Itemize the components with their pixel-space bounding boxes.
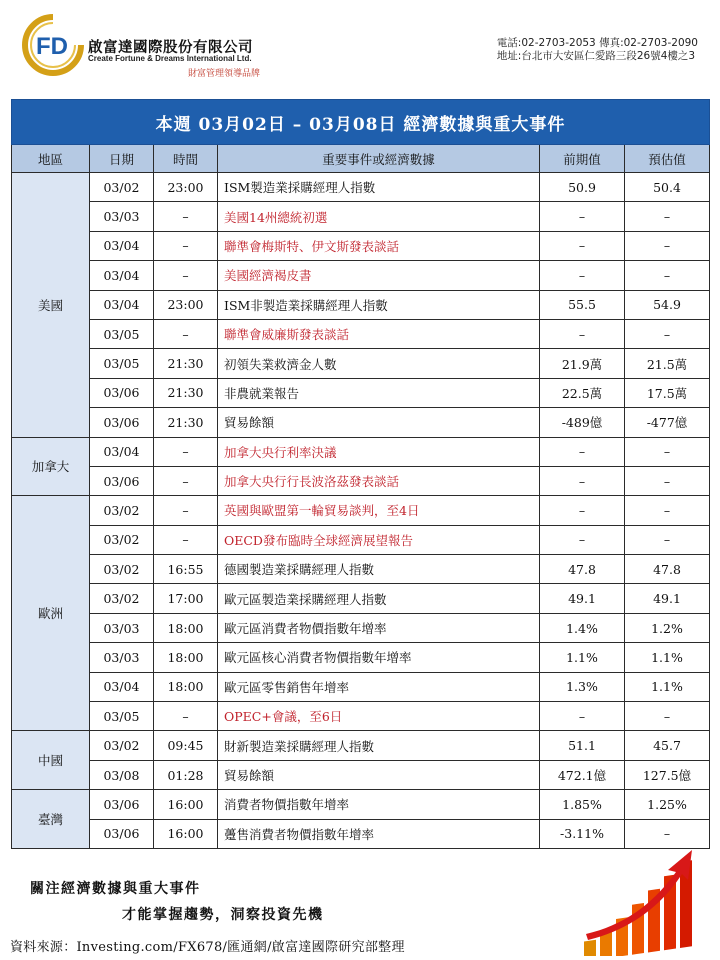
table-row — [12, 760, 710, 789]
previous-value-cell: 472.1億 — [540, 760, 625, 789]
previous-value-cell: 21.9萬 — [540, 349, 625, 378]
table-row — [12, 731, 710, 760]
date-cell: 03/05 — [90, 349, 154, 378]
forecast-value-cell: 1.25% — [625, 790, 710, 819]
event-cell: ISM非製造業採購經理人指數 — [218, 290, 540, 319]
previous-value-cell: 1.3% — [540, 672, 625, 701]
phone-line: 電話:02-2703-2053 傳真:02-2703-2090 — [496, 37, 698, 49]
col-header-previous: 前期值 — [540, 145, 625, 173]
previous-value-cell: – — [540, 525, 625, 554]
region-cell: 臺灣 — [12, 790, 90, 849]
region-cell: 歐洲 — [12, 496, 90, 731]
region-cell: 中國 — [12, 731, 90, 790]
event-cell: 財新製造業採購經理人指數 — [218, 731, 540, 760]
time-cell: 09:45 — [154, 731, 218, 760]
date-cell: 03/02 — [90, 584, 154, 613]
date-cell: 03/05 — [90, 702, 154, 731]
event-cell: 英國與歐盟第一輪貿易談判，至4日 — [218, 496, 540, 525]
event-cell: 歐元區消費者物價指數年增率 — [218, 613, 540, 642]
event-cell: 躉售消費者物價指數年增率 — [218, 819, 540, 848]
previous-value-cell: -3.11% — [540, 819, 625, 848]
event-cell: 非農就業報告 — [218, 378, 540, 407]
forecast-value-cell: – — [625, 231, 710, 260]
table-row — [12, 672, 710, 701]
previous-value-cell: 47.8 — [540, 555, 625, 584]
time-cell: 17:00 — [154, 584, 218, 613]
date-cell: 03/04 — [90, 261, 154, 290]
time-cell: – — [154, 319, 218, 348]
time-cell: – — [154, 525, 218, 554]
region-cell: 加拿大 — [12, 437, 90, 496]
table-row — [12, 496, 710, 525]
forecast-value-cell: – — [625, 496, 710, 525]
previous-value-cell: 49.1 — [540, 584, 625, 613]
date-cell: 03/03 — [90, 643, 154, 672]
previous-value-cell: – — [540, 466, 625, 495]
page-header — [0, 0, 720, 92]
company-logo-icon — [22, 14, 84, 76]
region-cell: 美國 — [12, 173, 90, 438]
col-header-region: 地區 — [12, 145, 90, 173]
table-row — [12, 613, 710, 642]
forecast-value-cell: – — [625, 437, 710, 466]
forecast-value-cell: 21.5萬 — [625, 349, 710, 378]
company-name-en: Create Fortune & Dreams International Ltd. — [88, 54, 252, 63]
company-name-cn: 啟富達國際股份有限公司 — [88, 40, 253, 56]
table-row — [12, 319, 710, 348]
event-cell: 德國製造業採購經理人指數 — [218, 555, 540, 584]
forecast-value-cell: – — [625, 819, 710, 848]
event-cell: 美國14州總統初選 — [218, 202, 540, 231]
forecast-value-cell: – — [625, 525, 710, 554]
previous-value-cell: 1.1% — [540, 643, 625, 672]
table-row — [12, 261, 710, 290]
table-title: 本週 03月02日 – 03月08日 經濟數據與重大事件 — [12, 100, 710, 145]
time-cell: 16:00 — [154, 790, 218, 819]
col-header-date: 日期 — [90, 145, 154, 173]
table-row — [12, 702, 710, 731]
event-cell: 加拿大央行利率決議 — [218, 437, 540, 466]
event-cell: 歐元區製造業採購經理人指數 — [218, 584, 540, 613]
forecast-value-cell: 54.9 — [625, 290, 710, 319]
table-row — [12, 349, 710, 378]
table-row — [12, 378, 710, 407]
time-cell: – — [154, 437, 218, 466]
date-cell: 03/03 — [90, 202, 154, 231]
date-cell: 03/02 — [90, 555, 154, 584]
address-line: 地址:台北市大安區仁愛路三段26號4樓之3 — [496, 50, 696, 62]
table-row — [12, 231, 710, 260]
event-cell: 聯準會威廉斯發表談話 — [218, 319, 540, 348]
date-cell: 03/02 — [90, 173, 154, 202]
date-cell: 03/06 — [90, 790, 154, 819]
event-cell: OECD發布臨時全球經濟展望報告 — [218, 525, 540, 554]
previous-value-cell: -489億 — [540, 408, 625, 437]
time-cell: 18:00 — [154, 643, 218, 672]
forecast-value-cell: 17.5萬 — [625, 378, 710, 407]
previous-value-cell: – — [540, 319, 625, 348]
contact-info — [497, 37, 698, 63]
event-cell: ISM製造業採購經理人指數 — [218, 173, 540, 202]
time-cell: 01:28 — [154, 760, 218, 789]
table-row — [12, 437, 710, 466]
time-cell: – — [154, 261, 218, 290]
event-cell: 貿易餘額 — [218, 760, 540, 789]
date-cell: 03/06 — [90, 466, 154, 495]
table-row — [12, 790, 710, 819]
forecast-value-cell: 1.1% — [625, 643, 710, 672]
event-cell: 歐元區核心消費者物價指數年增率 — [218, 643, 540, 672]
source-note: 資料來源：Investing.com/FX678/匯通網/啟富達國際研究部整理 — [10, 940, 405, 955]
date-cell: 03/02 — [90, 525, 154, 554]
forecast-value-cell: 45.7 — [625, 731, 710, 760]
table-row — [12, 408, 710, 437]
forecast-value-cell: – — [625, 261, 710, 290]
time-cell: – — [154, 202, 218, 231]
forecast-value-cell: 47.8 — [625, 555, 710, 584]
time-cell: 21:30 — [154, 349, 218, 378]
time-cell: – — [154, 231, 218, 260]
forecast-value-cell: – — [625, 702, 710, 731]
table-row — [12, 466, 710, 495]
previous-value-cell: 51.1 — [540, 731, 625, 760]
time-cell: 23:00 — [154, 290, 218, 319]
previous-value-cell: – — [540, 231, 625, 260]
col-header-event: 重要事件或經濟數據 — [218, 145, 540, 173]
forecast-value-cell: – — [625, 202, 710, 231]
date-cell: 03/02 — [90, 731, 154, 760]
forecast-value-cell: – — [625, 466, 710, 495]
event-cell: 聯準會梅斯特、伊文斯發表談話 — [218, 231, 540, 260]
previous-value-cell: – — [540, 202, 625, 231]
previous-value-cell: – — [540, 496, 625, 525]
table-row — [12, 643, 710, 672]
time-cell: 18:00 — [154, 672, 218, 701]
table-row — [12, 290, 710, 319]
svg-text:FD: FD — [36, 33, 68, 60]
time-cell: 16:00 — [154, 819, 218, 848]
company-slogan: 財富管理領導品牌 — [188, 69, 261, 79]
previous-value-cell: 50.9 — [540, 173, 625, 202]
events-table — [11, 99, 710, 849]
table-row — [12, 202, 710, 231]
table-row — [12, 525, 710, 554]
forecast-value-cell: 1.1% — [625, 672, 710, 701]
forecast-value-cell: 1.2% — [625, 613, 710, 642]
forecast-value-cell: – — [625, 319, 710, 348]
previous-value-cell: 55.5 — [540, 290, 625, 319]
footer-note-2: 才能掌握趨勢，洞察投資先機 — [122, 907, 324, 923]
date-cell: 03/06 — [90, 408, 154, 437]
economic-calendar — [11, 99, 709, 849]
time-cell: – — [154, 496, 218, 525]
time-cell: – — [154, 702, 218, 731]
previous-value-cell: – — [540, 437, 625, 466]
date-cell: 03/04 — [90, 290, 154, 319]
time-cell: 21:30 — [154, 408, 218, 437]
table-row — [12, 555, 710, 584]
date-cell: 03/04 — [90, 672, 154, 701]
forecast-value-cell: 127.5億 — [625, 760, 710, 789]
date-cell: 03/04 — [90, 231, 154, 260]
time-cell: 21:30 — [154, 378, 218, 407]
time-cell: 18:00 — [154, 613, 218, 642]
time-cell: – — [154, 466, 218, 495]
col-header-time: 時間 — [154, 145, 218, 173]
date-cell: 03/05 — [90, 319, 154, 348]
forecast-value-cell: -477億 — [625, 408, 710, 437]
table-title-row — [12, 100, 710, 145]
event-cell: 貿易餘額 — [218, 408, 540, 437]
table-row — [12, 584, 710, 613]
event-cell: OPEC+會議，至6日 — [218, 702, 540, 731]
previous-value-cell: – — [540, 702, 625, 731]
date-cell: 03/06 — [90, 819, 154, 848]
forecast-value-cell: 50.4 — [625, 173, 710, 202]
event-cell: 初領失業救濟金人數 — [218, 349, 540, 378]
date-cell: 03/04 — [90, 437, 154, 466]
date-cell: 03/08 — [90, 760, 154, 789]
footer-note-1: 關注經濟數據與重大事件 — [30, 881, 201, 897]
time-cell: 23:00 — [154, 173, 218, 202]
rising-bar-chart-icon — [580, 838, 712, 956]
time-cell: 16:55 — [154, 555, 218, 584]
table-row — [12, 173, 710, 202]
date-cell: 03/06 — [90, 378, 154, 407]
previous-value-cell: 1.4% — [540, 613, 625, 642]
date-cell: 03/03 — [90, 613, 154, 642]
previous-value-cell: 1.85% — [540, 790, 625, 819]
col-header-forecast: 預估值 — [625, 145, 710, 173]
event-cell: 加拿大央行行長波洛茲發表談話 — [218, 466, 540, 495]
event-cell: 美國經濟褐皮書 — [218, 261, 540, 290]
date-cell: 03/02 — [90, 496, 154, 525]
previous-value-cell: – — [540, 261, 625, 290]
event-cell: 歐元區零售銷售年增率 — [218, 672, 540, 701]
forecast-value-cell: 49.1 — [625, 584, 710, 613]
table-header-row — [12, 145, 710, 173]
previous-value-cell: 22.5萬 — [540, 378, 625, 407]
event-cell: 消費者物價指數年增率 — [218, 790, 540, 819]
